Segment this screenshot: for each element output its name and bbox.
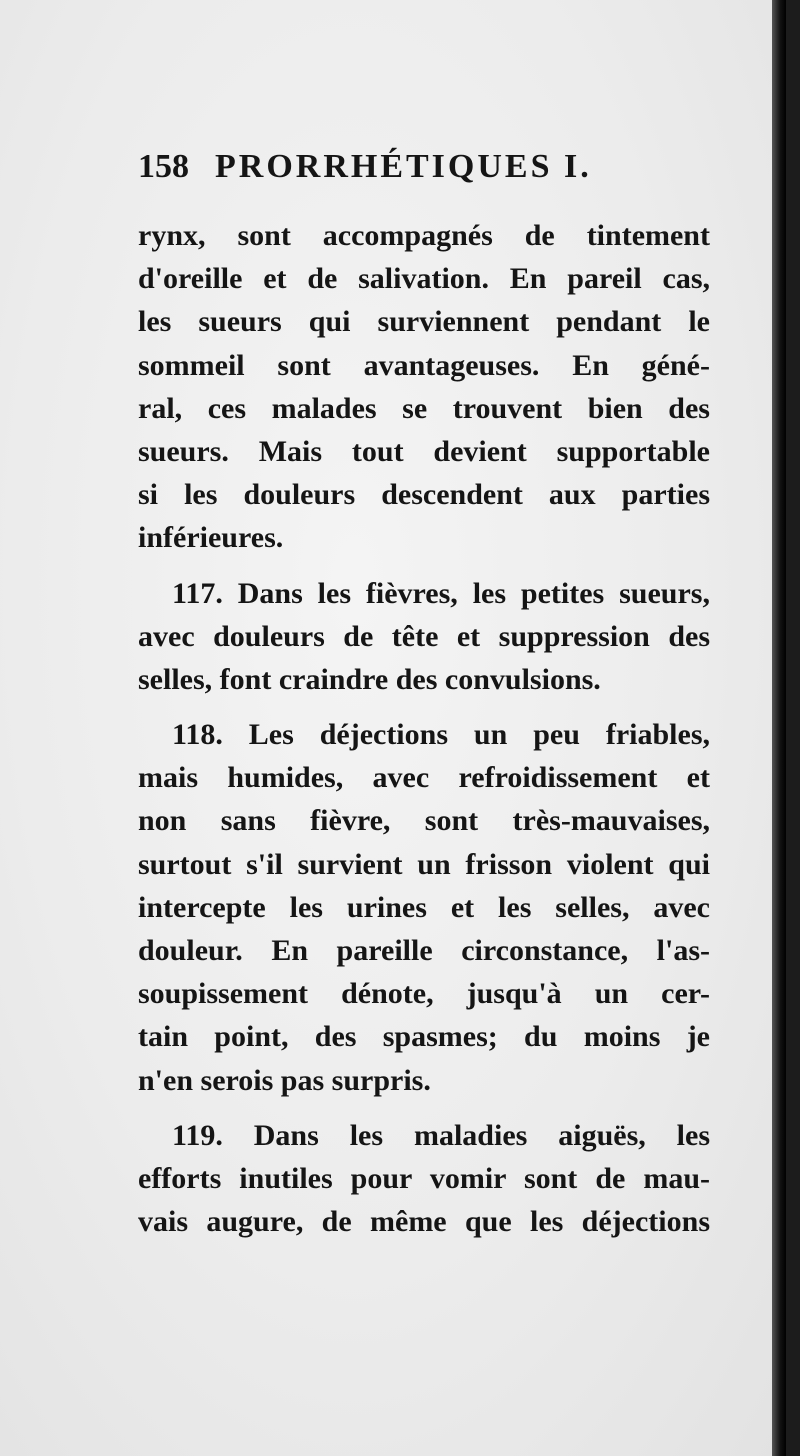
page-number: 158: [138, 148, 189, 185]
text-line: tain point, des spasmes; du moins je: [138, 1020, 710, 1054]
text-line: selles, font craindre des convulsions.: [138, 662, 601, 696]
page-edge-shadow: [772, 0, 786, 1456]
text-line: les sueurs qui surviennent pendant le: [138, 305, 710, 339]
running-head: [138, 148, 710, 214]
text-line: si les douleurs descendent aux parties: [138, 478, 710, 512]
text-line: surtout s'il survient un frisson violent qui: [138, 847, 710, 881]
text-line: n'en serois pas surpris.: [138, 1063, 431, 1097]
text-line: avec douleurs de tête et suppression des: [138, 619, 710, 653]
text-line: intercepte les urines et les selles, avec: [138, 890, 710, 924]
text-line: ral, ces malades se trouvent bien des: [138, 391, 710, 425]
running-title: PRORRHÉTIQUES I.: [215, 148, 592, 185]
text-line: d'oreille et de salivation. En pareil cas,: [138, 262, 710, 296]
text-line: non sans fièvre, sont très-mauvaises,: [138, 804, 710, 838]
paragraph-continuation: [138, 214, 710, 560]
paragraph-119: [138, 1114, 710, 1244]
text-line: 117. Dans les fièvres, les petites sueurs,: [172, 576, 710, 610]
text-line: rynx, sont accompagnés de tintement: [138, 219, 710, 252]
text-line: efforts inutiles pour vomir sont de mau-: [138, 1161, 710, 1195]
text-line: soupissement dénote, jusqu'à un cer-: [138, 977, 710, 1011]
text-block: [138, 148, 710, 1243]
paragraph-118: [138, 713, 710, 1102]
text-line: vais augure, de même que les déjections: [138, 1205, 710, 1239]
text-line: inférieures.: [138, 521, 284, 555]
paragraph-117: [138, 572, 710, 702]
text-line: sueurs. Mais tout devient supportable: [138, 434, 710, 468]
text-line: 118. Les déjections un peu friables,: [172, 718, 710, 752]
text-line: 119. Dans les maladies aiguës, les: [172, 1118, 710, 1152]
text-line: sommeil sont avantageuses. En géné-: [138, 348, 710, 382]
text-line: douleur. En pareille circonstance, l'as-: [138, 934, 710, 967]
text-line: mais humides, avec refroidissement et: [138, 761, 710, 795]
